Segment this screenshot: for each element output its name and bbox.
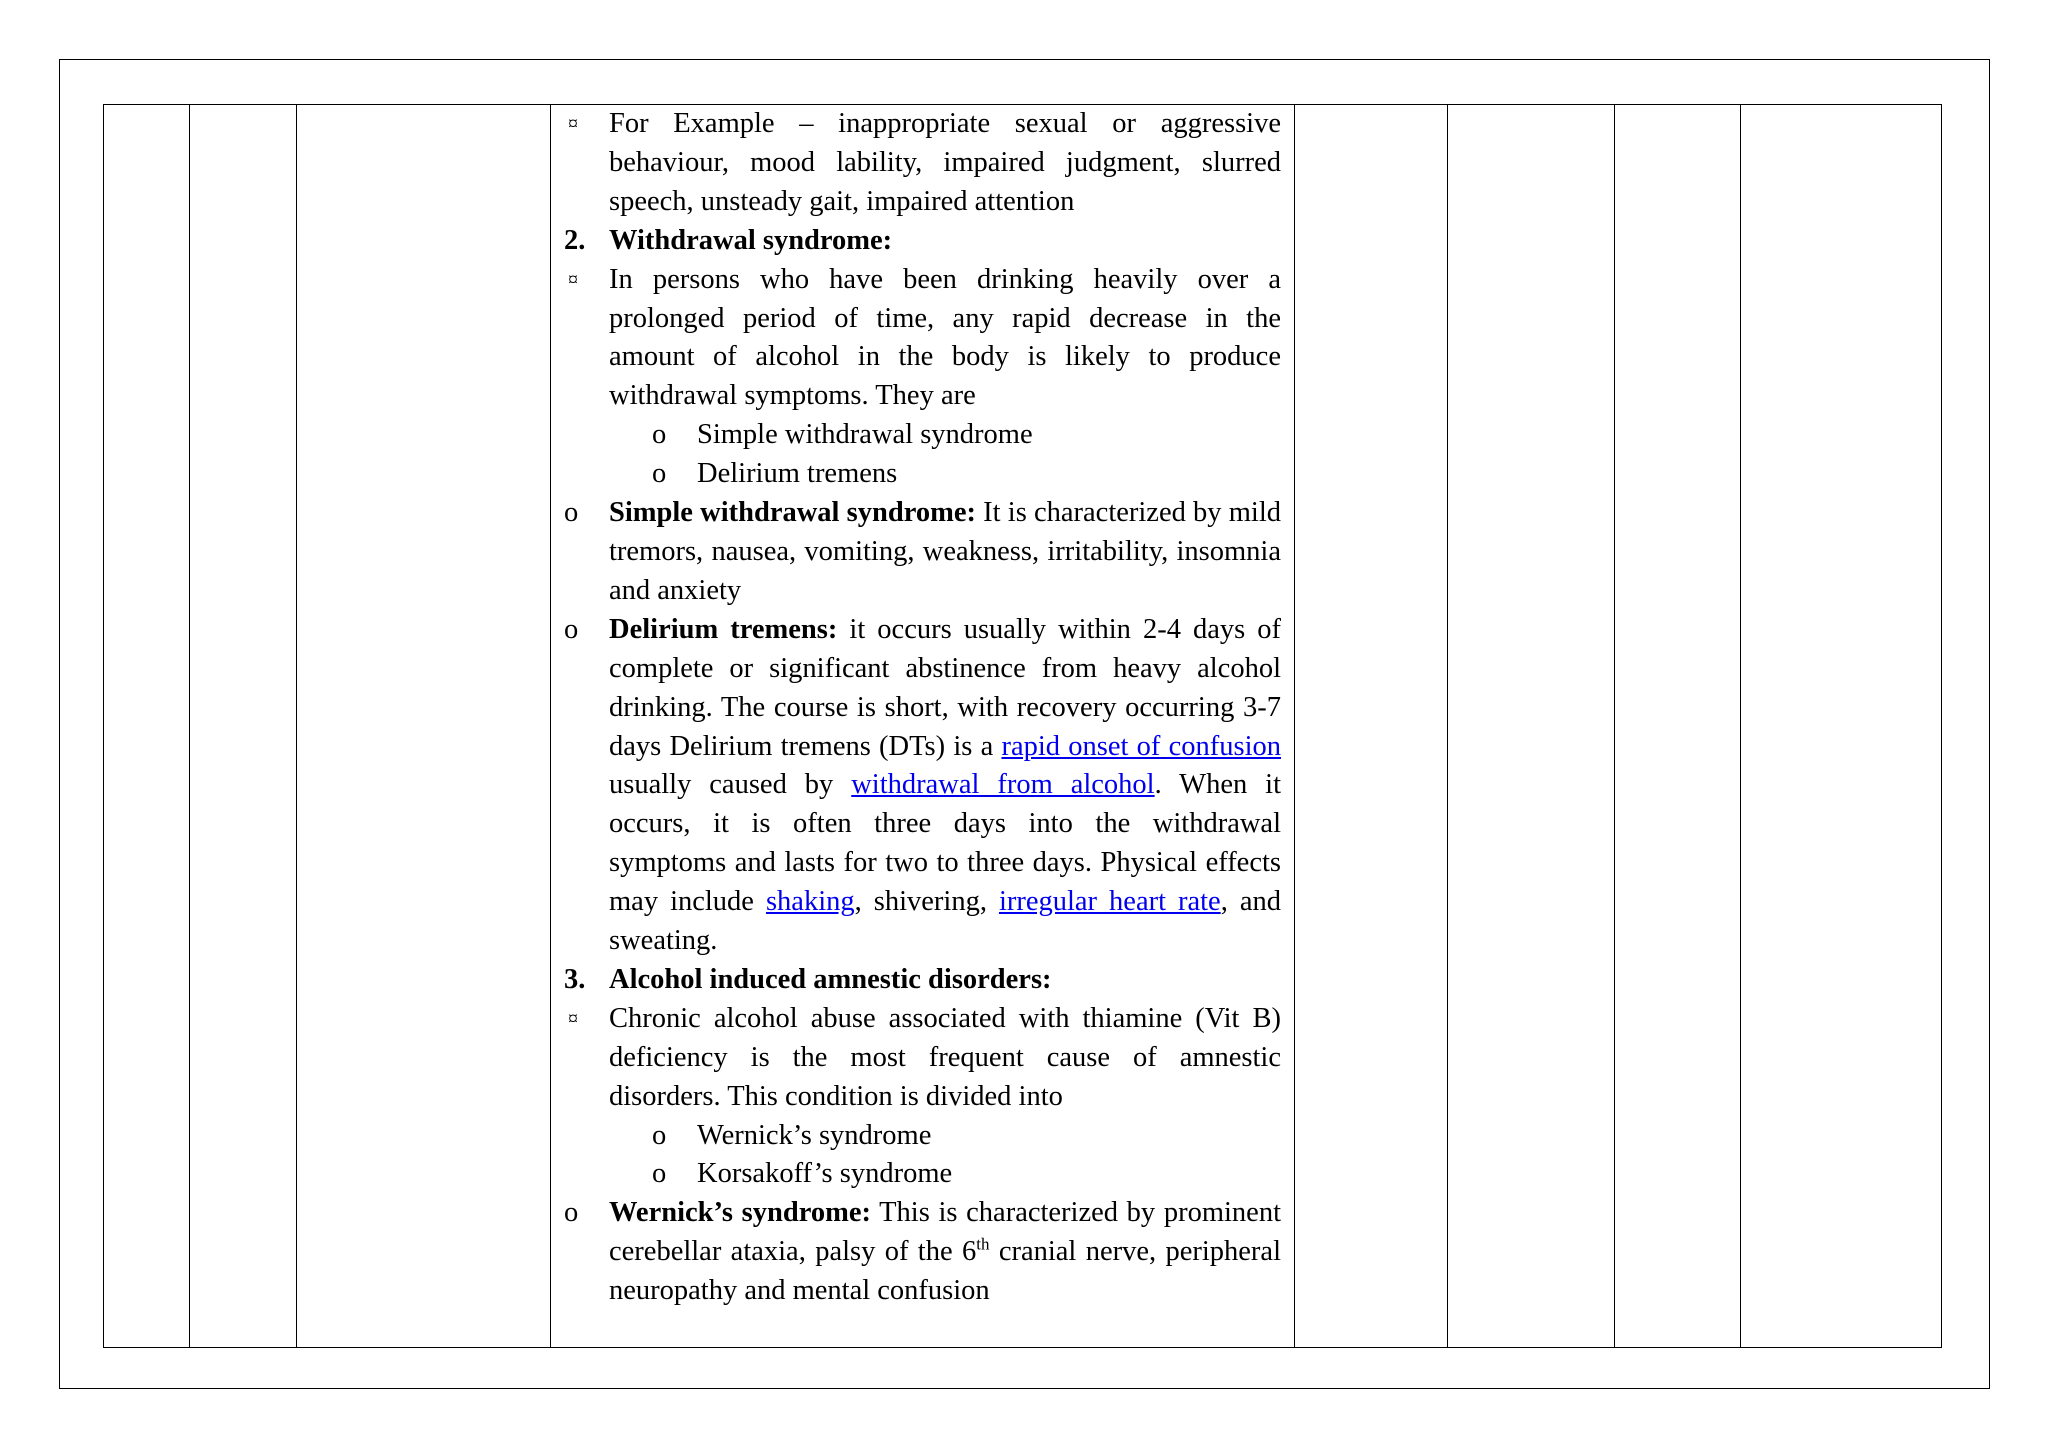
- sub-item-text: Wernick’s syndrome: [697, 1119, 932, 1151]
- list-item: [564, 1000, 1281, 1117]
- circle-bullet-icon: o: [652, 458, 667, 490]
- sub-list-item: [564, 1117, 1281, 1156]
- sub-list-item: [564, 1155, 1281, 1194]
- term-label: Simple withdrawal syndrome:: [609, 497, 976, 529]
- link-irregular-heart-rate[interactable]: irregular heart rate: [998, 886, 1221, 918]
- list-number: 2.: [564, 224, 586, 256]
- paragraph-text: In persons who have been drinking heavily over a prolonged period of time, any rapid decrease in the amount of alcohol in the body is likely to produce withdrawal symptoms. They are: [609, 263, 1281, 412]
- term-text: it occurs usually within 2-4 days of complete or significant abstinence from heavy alcohol drinking. The course is short, with recovery occurring 3-7 days Delirium tremens (DTs) is a: [609, 613, 1282, 762]
- circle-bullet-icon: o: [652, 1158, 667, 1190]
- circle-bullet-icon: o: [564, 613, 579, 645]
- sub-item-text: Delirium tremens: [697, 458, 898, 490]
- list-item: [564, 261, 1281, 417]
- paragraph-text: Chronic alcohol abuse associated with thiamine (Vit B) deficiency is the most frequent cause of amnestic disorders. This condition is divided into: [609, 1002, 1281, 1112]
- lesson-plan-table: [103, 104, 1942, 1348]
- term-text: This is characterized by prominent cerebellar ataxia, palsy of the 6: [609, 1197, 1281, 1268]
- term-text: , and sweating.: [609, 886, 1281, 957]
- term-text: , shivering,: [854, 886, 999, 918]
- heading-text: Withdrawal syndrome:: [609, 224, 893, 256]
- list-item-simple-withdrawal: [564, 494, 1281, 611]
- bullet-icon: ¤: [568, 268, 578, 291]
- term-label: Wernick’s syndrome:: [609, 1197, 871, 1229]
- col-7-cell: [1615, 105, 1741, 1348]
- heading-text: Alcohol induced amnestic disorders:: [609, 963, 1052, 995]
- col-2-cell: [190, 105, 297, 1348]
- circle-bullet-icon: o: [564, 1197, 579, 1229]
- sub-list-item: [564, 455, 1281, 494]
- link-shaking[interactable]: shaking: [765, 886, 855, 918]
- bullet-icon: ¤: [568, 113, 578, 135]
- col-3-cell: [297, 105, 551, 1348]
- term-text: . When it occurs, it is often three days into the withdrawal symptoms and lasts for two to three days. Physical effects may include: [609, 769, 1281, 918]
- circle-bullet-icon: o: [652, 419, 667, 451]
- term-text: usually caused by: [609, 769, 852, 801]
- term-label: Delirium tremens:: [609, 613, 838, 645]
- list-item-wernicks: [564, 1194, 1281, 1311]
- circle-bullet-icon: o: [652, 1119, 667, 1151]
- list-item-delirium-tremens: [564, 611, 1281, 961]
- bullet-icon: ¤: [568, 1007, 578, 1030]
- circle-bullet-icon: o: [564, 497, 579, 529]
- sub-item-text: Simple withdrawal syndrome: [697, 419, 1033, 451]
- col-6-cell: [1448, 105, 1615, 1348]
- list-item: [564, 105, 1281, 222]
- link-withdrawal-from-alcohol[interactable]: withdrawal from alcohol: [851, 769, 1155, 801]
- col-5-cell: [1295, 105, 1448, 1348]
- superscript: th: [976, 1234, 990, 1254]
- sub-item-text: Korsakoff’s syndrome: [697, 1158, 953, 1190]
- sub-list-item: [564, 416, 1281, 455]
- list-number: 3.: [564, 963, 586, 995]
- content-cell: [551, 105, 1295, 1348]
- term-text: cranial nerve, peripheral neuropathy and mental confusion: [609, 1236, 1281, 1307]
- heading-withdrawal: [564, 222, 1281, 261]
- col-1-cell: [104, 105, 190, 1348]
- paragraph-text: For Example – inappropriate sexual or aggressive behaviour, mood lability, impaired judgment, slurred speech, unsteady gait, impaired attention: [609, 108, 1281, 217]
- link-rapid-onset-of-confusion[interactable]: rapid onset of confusion: [1001, 730, 1281, 762]
- term-text: It is characterized by mild tremors, nausea, vomiting, weakness, irritability, insomnia and anxiety: [609, 497, 1282, 606]
- content-text: [551, 105, 1294, 1311]
- col-8-cell: [1741, 105, 1942, 1348]
- heading-amnestic: [564, 961, 1281, 1000]
